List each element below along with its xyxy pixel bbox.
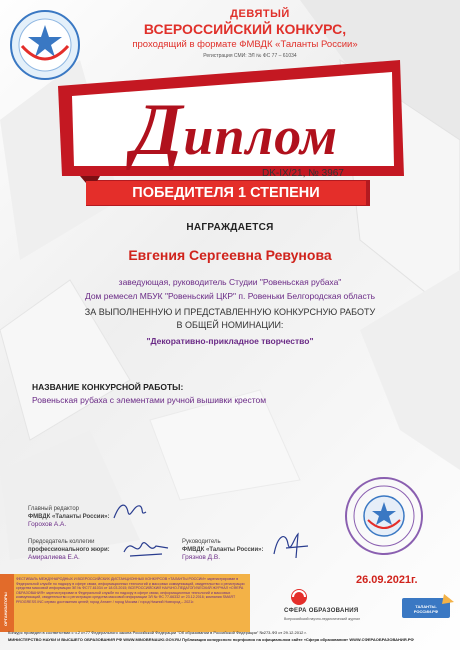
organizers-label: ОРГАНИЗАТОРЫ — [3, 592, 8, 626]
sfera-title: СФЕРА ОБРАЗОВАНИЯ — [284, 608, 359, 614]
awarded-label: НАГРАЖДАЕТСЯ — [186, 222, 274, 233]
editor-signature — [110, 498, 150, 524]
sfera-subtitle: Всероссийский научно-педагогический журнал — [284, 617, 360, 621]
recipient-position: заведующая, руководитель Студии "Ровеньская рубаха" — [118, 277, 342, 287]
sfera-logo-icon — [290, 588, 308, 606]
footer-legal-text: ФЕСТИВАЛЬ МЕЖДУНАРОДНЫХ И ВСЕРОССИЙСКИХ ДИСТАНЦИОННЫХ КОНКУРСОВ «ТАЛАНТЫ РОССИИ» зарегистрирован в Федеральной службе по надзору в сфере связи, информационных технологий и массовых коммуникаций, свидетельство о регистрации средства массовой информации ЭЛ № ФС77-61034 от 18.03.2015; ВСЕРОССИЙСКИЙ НАУЧНО-ПЕДАГОГИЧЕСКИЙ ЖУРНАЛ «СФЕРА ОБРАЗОВАНИЯ» зарегистрирован в Федеральной службе по надзору в сфере связи, информационных технологий и массовых коммуникаций, свидетельство о регистрации средства массовой информации ЭЛ № ФС 77-66332 от 23.12.2016; компания SMART PROGRESS INC сервис достижения целей; город Атлант / город Москва / город Нижний Новгород – 2021г. — [16, 577, 245, 604]
registration-number: DK-IX/21, № 3967 — [262, 168, 344, 179]
site-badge-text: ТАЛАНТЫ-РОССИИ.РФ — [413, 604, 439, 614]
head-title-2: ФМВДК «Таланты России»: — [182, 546, 264, 553]
editor-name: Горохов А.А. — [28, 521, 67, 528]
work-title-value: Ровеньская рубаха с элементами ручной вышивки крестом — [32, 395, 267, 405]
organizers-label-wrap — [2, 578, 12, 628]
title-rest: иплом — [183, 106, 339, 166]
site-badge — [398, 594, 454, 624]
editor-title-2: ФМВДК «Таланты России»: — [28, 513, 110, 520]
diploma-title — [90, 88, 380, 173]
head-signature — [268, 528, 312, 562]
for-line-2: В ОБЩЕЙ НОМИНАЦИИ: — [176, 320, 284, 330]
official-stamp — [342, 474, 426, 558]
recipient-organization: Дом ремесел МБУК "Ровеньский ЦКР" п. Ровеньки Белгородская область — [84, 291, 376, 301]
board-signature-block — [28, 539, 110, 561]
head-signature-block — [182, 539, 264, 561]
for-line-1: ЗА ВЫПОЛНЕННУЮ И ПРЕДСТАВЛЕННУЮ КОНКУРСНУЮ РАБОТУ — [84, 307, 376, 317]
footer-ministry-line: МИНИСТЕРСТВО НАУКИ И ВЫСШЕГО ОБРАЗОВАНИЯ РФ WWW.MINOBRNAUKI.GOV.RU Публикация конкурсного портфолио на официальном сайте «Сфера образования» WWW.СФЕРАОБРАЗОВАНИЯ.РФ — [8, 637, 414, 642]
work-title-label: НАЗВАНИЕ КОНКУРСНОЙ РАБОТЫ: — [32, 382, 184, 392]
head-title-1: Руководитель — [182, 539, 221, 545]
board-signature — [120, 534, 172, 562]
header-contest: ВСЕРОССИЙСКИЙ КОНКУРС, — [143, 21, 347, 37]
editor-title-1: Главный редактор — [28, 506, 80, 512]
nomination: "Декоративно-прикладное творчество" — [146, 336, 314, 346]
degree-banner: ПОБЕДИТЕЛЯ 1 СТЕПЕНИ — [86, 181, 366, 205]
header-registration: Регистрация СМИ: ЭЛ № ФС 77 – 61034 — [203, 53, 297, 59]
title-initial: Д — [131, 89, 184, 171]
header-format: проходящий в формате ФМВДК «Таланты России» — [132, 39, 358, 50]
board-title-1: Председатель коллегии — [28, 539, 95, 545]
board-name: Амиралиева Е.А. — [28, 554, 80, 561]
footer-law-line: Конкурс проведен в соответствии с ч.2 ст.77 Федерального закона Российской Федерации "Об образовании в Российской Федерации" №273-ФЗ от 29.12.2012 г. — [8, 630, 307, 635]
head-name: Грязнов Д.В. — [182, 554, 221, 561]
recipient-name: Евгения Сергеевна Ревунова — [128, 247, 332, 263]
header-ordinal: ДЕВЯТЫЙ — [230, 8, 290, 20]
talants-logo — [8, 8, 82, 82]
board-title-2: профессионального жюри: — [28, 546, 110, 553]
issue-date: 26.09.2021г. — [356, 574, 418, 586]
editor-signature-block — [28, 506, 110, 528]
